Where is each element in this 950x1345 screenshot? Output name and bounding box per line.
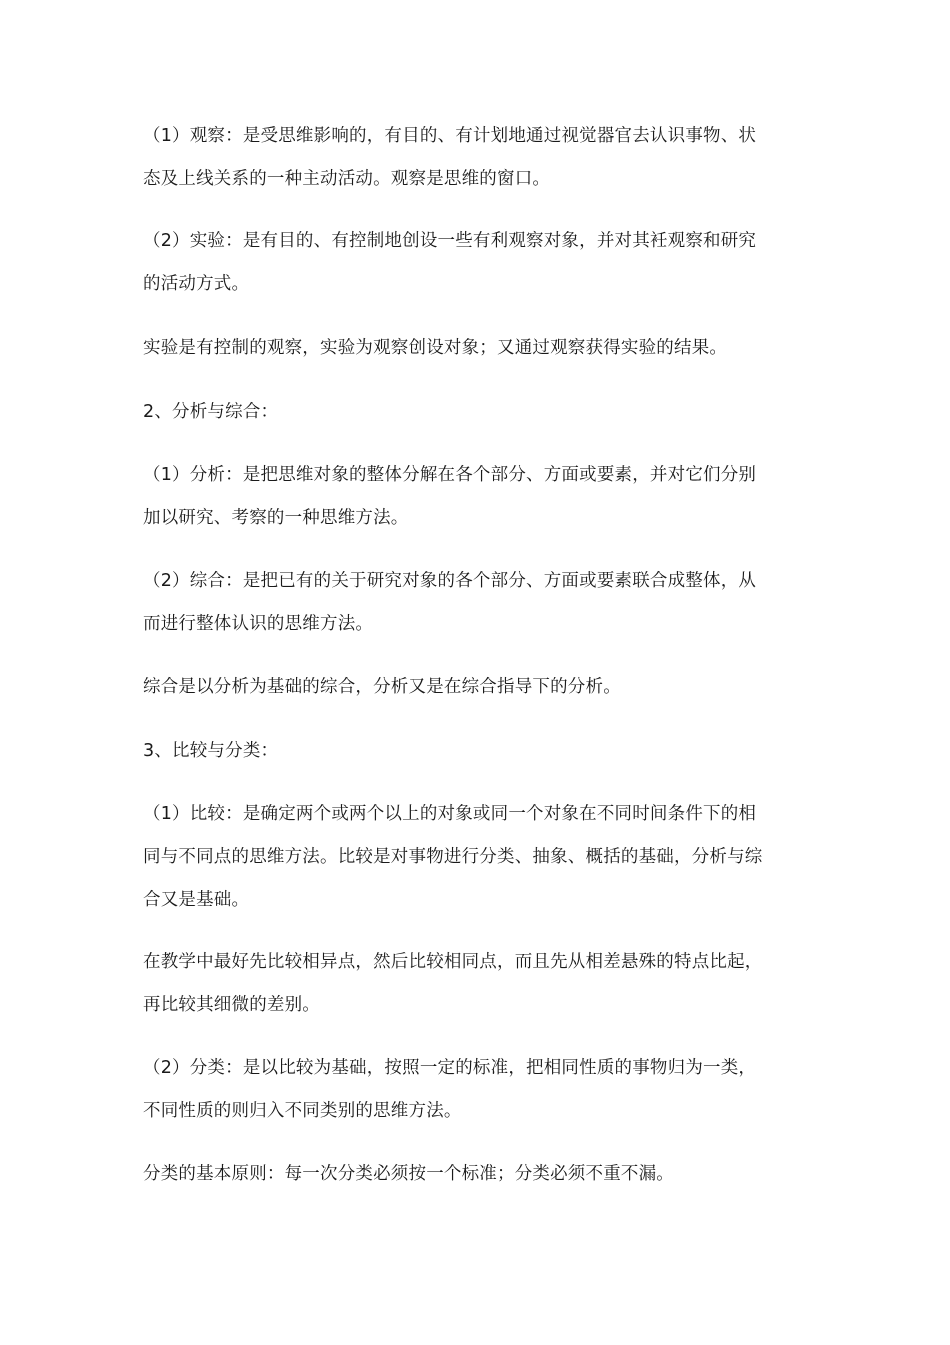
text-line: 的活动方式。 bbox=[143, 274, 250, 294]
text-line: （1）分析：是把思维对象的整体分解在各个部分、方面或要素，并对它们分别 bbox=[143, 465, 757, 485]
section-heading-comparison-classification bbox=[143, 730, 773, 773]
paragraph-observation bbox=[143, 115, 773, 201]
paragraph-comparison-teaching bbox=[143, 941, 773, 1027]
text-line: 3、比较与分类： bbox=[143, 741, 279, 761]
paragraph-synthesis-note bbox=[143, 666, 773, 709]
text-line: 分类的基本原则：每一次分类必须按一个标准；分类必须不重不漏。 bbox=[143, 1164, 674, 1184]
text-line: （2）综合：是把已有的关于研究对象的各个部分、方面或要素联合成整体，从 bbox=[143, 571, 757, 591]
text-line: 再比较其细微的差别。 bbox=[143, 995, 320, 1015]
text-line: 2、分析与综合： bbox=[143, 402, 279, 422]
text-line: 而进行整体认识的思维方法。 bbox=[143, 614, 374, 634]
paragraph-experiment-note bbox=[143, 327, 773, 370]
paragraph-classification-principle bbox=[143, 1153, 773, 1196]
paragraph-classification bbox=[143, 1047, 773, 1133]
text-line: （2）实验：是有目的、有控制地创设一些有利观察对象，并对其衽观察和研究 bbox=[143, 231, 757, 251]
text-line: 不同性质的则归入不同类别的思维方法。 bbox=[143, 1101, 462, 1121]
paragraph-analysis bbox=[143, 454, 773, 540]
text-line: （1）比较：是确定两个或两个以上的对象或同一个对象在不同时间条件下的相 bbox=[143, 804, 757, 824]
text-line: 在教学中最好先比较相异点，然后比较相同点，而且先从相差悬殊的特点比起， bbox=[143, 952, 763, 972]
text-line: 综合是以分析为基础的综合，分析又是在综合指导下的分析。 bbox=[143, 677, 621, 697]
text-line: 加以研究、考察的一种思维方法。 bbox=[143, 508, 409, 528]
paragraph-comparison bbox=[143, 793, 773, 922]
text-line: （2）分类：是以比较为基础，按照一定的标准，把相同性质的事物归为一类， bbox=[143, 1058, 757, 1078]
text-line: 合又是基础。 bbox=[143, 890, 250, 910]
text-line: （1）观察：是受思维影响的，有目的、有计划地通过视觉器官去认识事物、状 bbox=[143, 126, 757, 146]
section-heading-analysis-synthesis bbox=[143, 391, 773, 434]
text-line: 态及上线关系的一种主动活动。观察是思维的窗口。 bbox=[143, 169, 551, 189]
text-line: 实验是有控制的观察，实验为观察创设对象；又通过观察获得实验的结果。 bbox=[143, 338, 728, 358]
text-line: 同与不同点的思维方法。比较是对事物进行分类、抽象、概括的基础，分析与综 bbox=[143, 847, 763, 867]
paragraph-experiment bbox=[143, 220, 773, 306]
paragraph-synthesis bbox=[143, 560, 773, 646]
